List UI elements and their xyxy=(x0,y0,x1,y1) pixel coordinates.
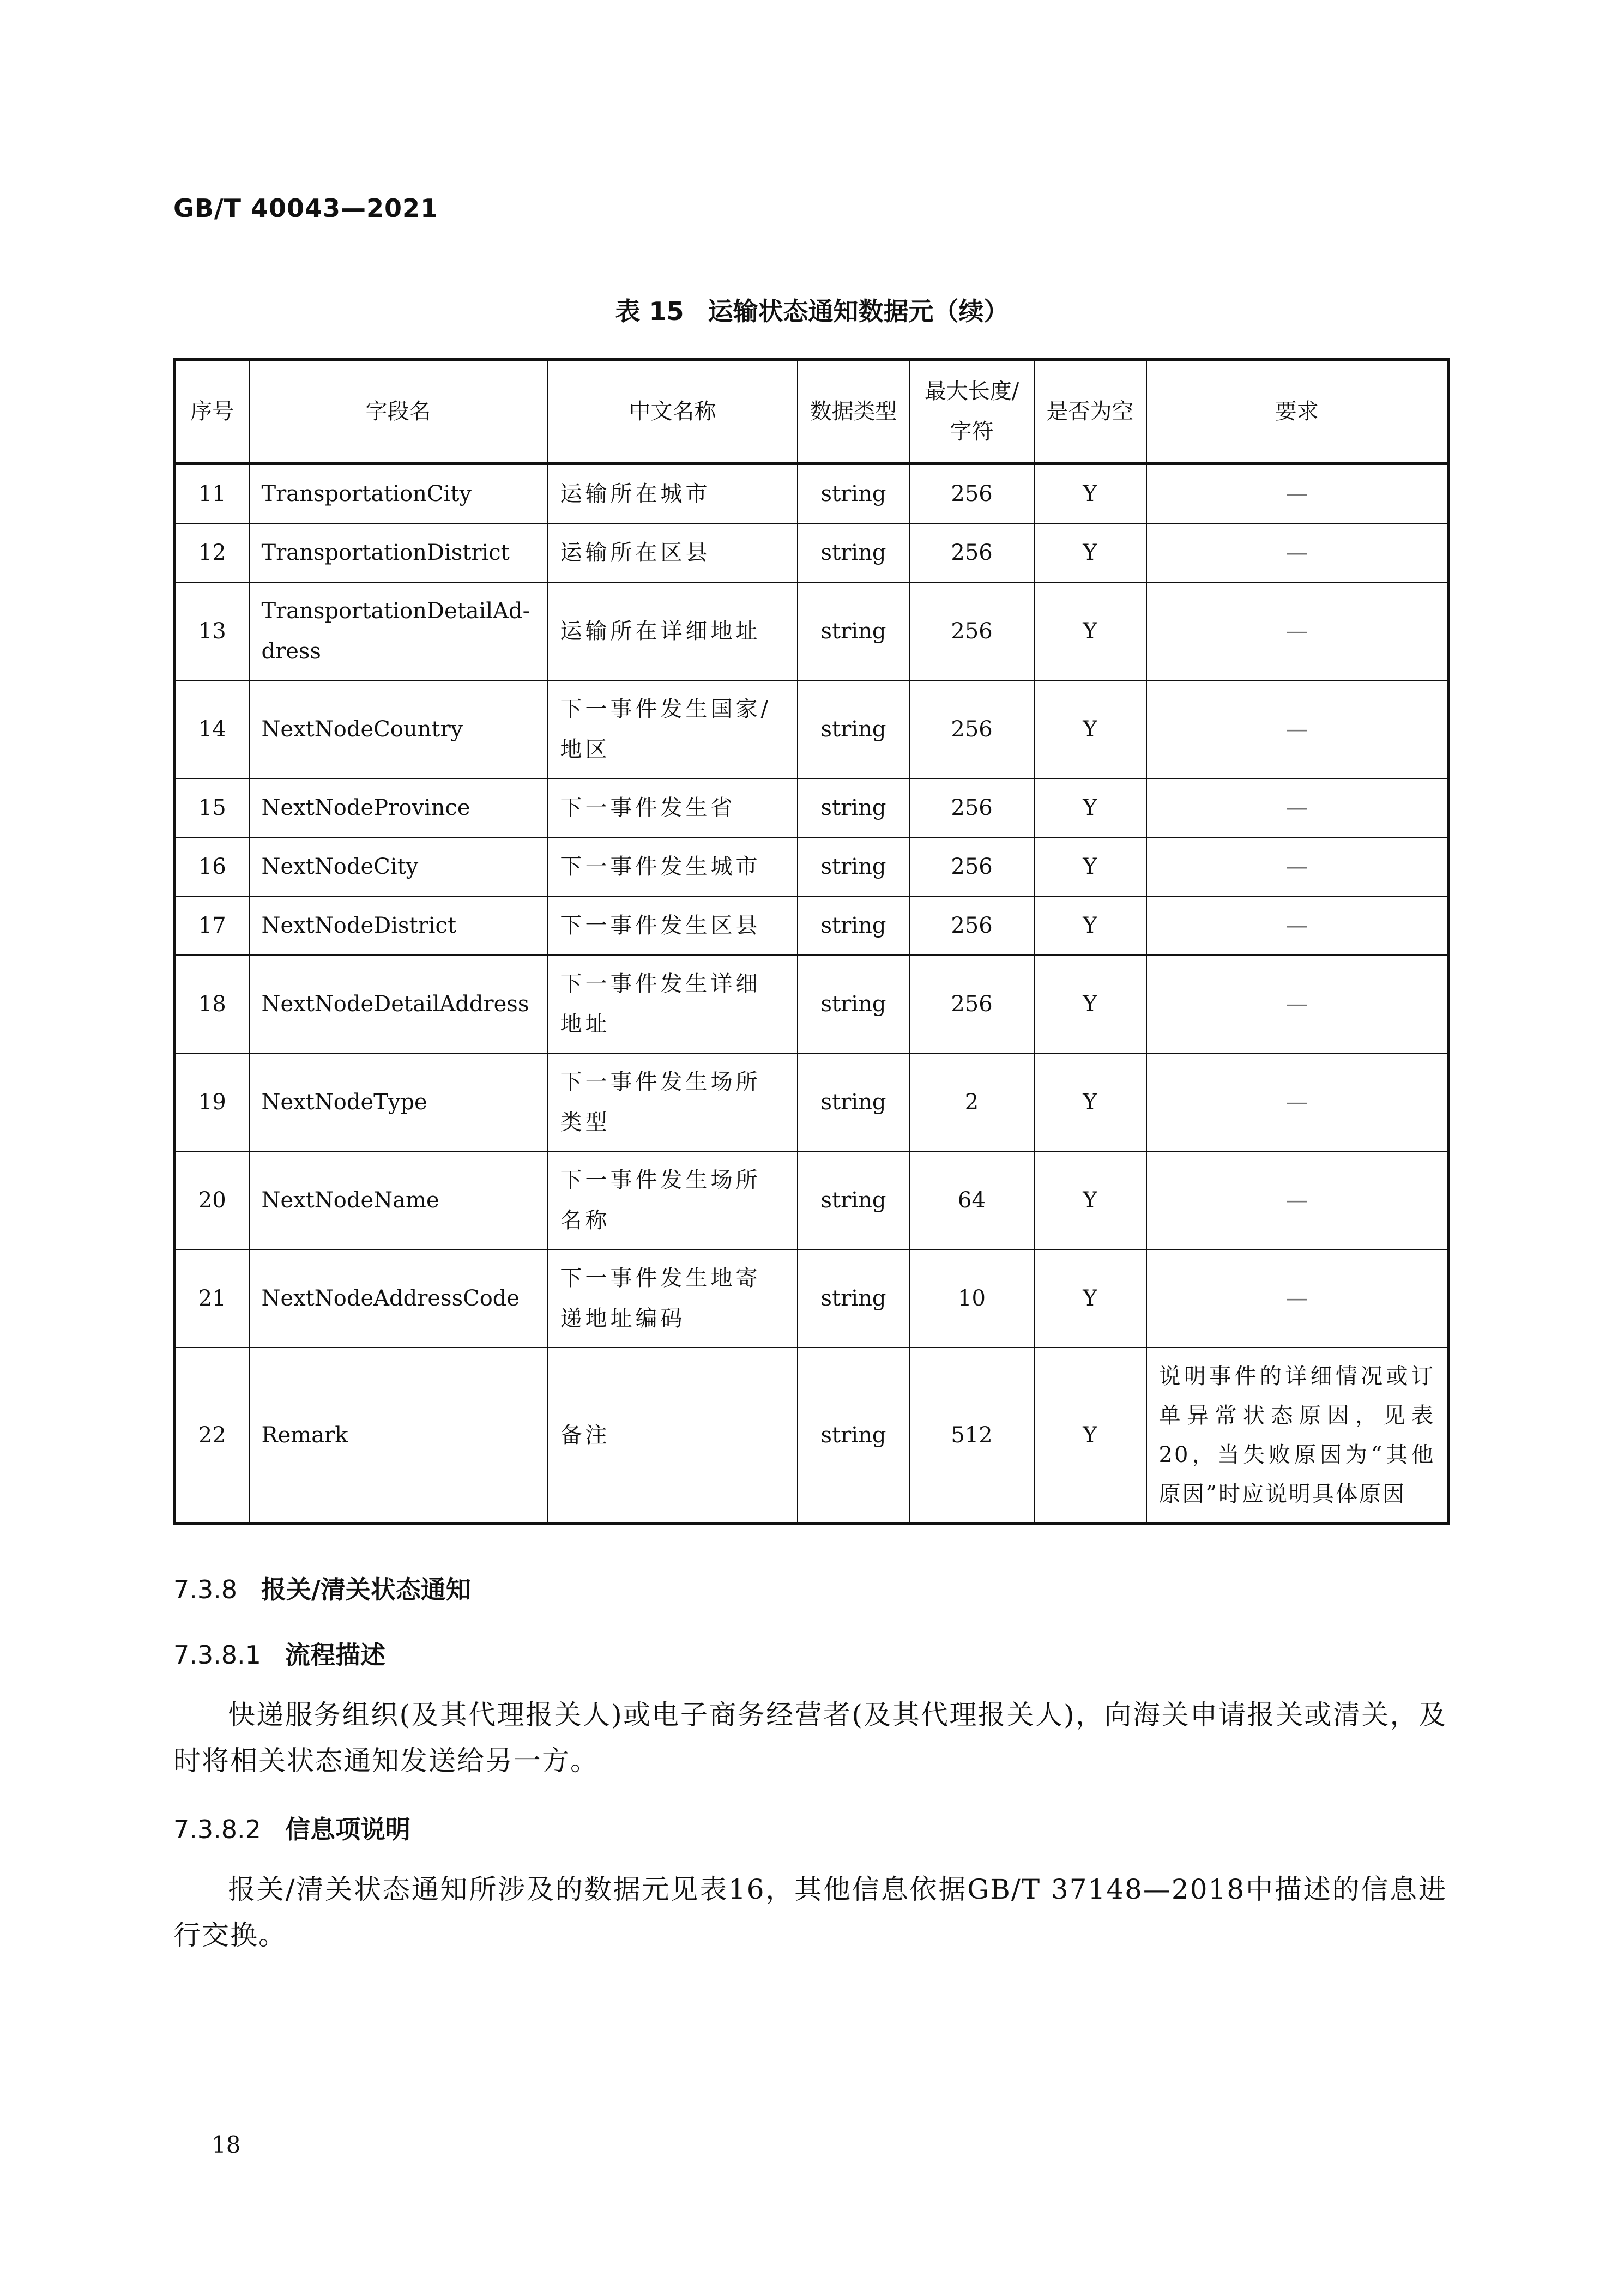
table-row xyxy=(175,523,1448,582)
cell-nullable: Y xyxy=(1034,582,1146,680)
cell-field: TransportationCity xyxy=(249,464,548,524)
section-number: 7.3.8.2 xyxy=(173,1815,261,1844)
table-row xyxy=(175,778,1448,837)
cell-field: NextNodeName xyxy=(249,1151,548,1249)
cell-field: NextNodeDistrict xyxy=(249,896,548,955)
cell-cname: 下一事件发生地寄递地址编码 xyxy=(548,1249,798,1348)
section-title: 报关/清关状态通知 xyxy=(261,1575,471,1604)
cell-nullable: Y xyxy=(1034,837,1146,896)
cell-no: 22 xyxy=(175,1348,249,1524)
column-header: 要求 xyxy=(1146,360,1448,464)
cell-cname: 下一事件发生详细地址 xyxy=(548,955,798,1053)
cell-requirement: — xyxy=(1146,1249,1448,1348)
cell-nullable: Y xyxy=(1034,778,1146,837)
cell-no: 13 xyxy=(175,582,249,680)
table-row xyxy=(175,955,1448,1053)
column-header: 是否为空 xyxy=(1034,360,1146,464)
cell-nullable: Y xyxy=(1034,1348,1146,1524)
cell-requirement: 说明事件的详细情况或订单异常状态原因，见表20，当失败原因为“其他原因”时应说明具体原因 xyxy=(1146,1348,1448,1524)
cell-type: string xyxy=(798,523,910,582)
table-row xyxy=(175,582,1448,680)
cell-length: 256 xyxy=(910,464,1034,524)
column-header: 最大长度/字符 xyxy=(910,360,1034,464)
column-header: 中文名称 xyxy=(548,360,798,464)
table-row xyxy=(175,1249,1448,1348)
cell-cname: 下一事件发生省 xyxy=(548,778,798,837)
cell-length: 64 xyxy=(910,1151,1034,1249)
table-row xyxy=(175,837,1448,896)
cell-cname: 下一事件发生城市 xyxy=(548,837,798,896)
cell-length: 256 xyxy=(910,955,1034,1053)
cell-type: string xyxy=(798,680,910,778)
cell-no: 15 xyxy=(175,778,249,837)
cell-no: 11 xyxy=(175,464,249,524)
cell-requirement: — xyxy=(1146,464,1448,524)
table-row xyxy=(175,1151,1448,1249)
cell-nullable: Y xyxy=(1034,1053,1146,1151)
section-title: 流程描述 xyxy=(285,1640,385,1670)
cell-requirement: — xyxy=(1146,1151,1448,1249)
cell-field: NextNodeCity xyxy=(249,837,548,896)
cell-requirement: — xyxy=(1146,582,1448,680)
table-row xyxy=(175,896,1448,955)
cell-type: string xyxy=(798,1151,910,1249)
table-row xyxy=(175,464,1448,524)
cell-requirement: — xyxy=(1146,955,1448,1053)
column-header: 字段名 xyxy=(249,360,548,464)
cell-nullable: Y xyxy=(1034,523,1146,582)
cell-requirement: — xyxy=(1146,523,1448,582)
cell-field: NextNodeProvince xyxy=(249,778,548,837)
cell-type: string xyxy=(798,778,910,837)
cell-length: 256 xyxy=(910,680,1034,778)
cell-cname: 下一事件发生区县 xyxy=(548,896,798,955)
section-7-3-8-1-heading xyxy=(173,1635,385,1671)
table-number: 表 15 xyxy=(615,297,684,326)
cell-field: NextNodeAddressCode xyxy=(249,1249,548,1348)
cell-length: 2 xyxy=(910,1053,1034,1151)
cell-field: TransportationDetailAd-dress xyxy=(249,582,548,680)
section-7-3-8-2-heading xyxy=(173,1810,410,1846)
table-caption: 运输状态通知数据元（续） xyxy=(708,297,1009,326)
cell-type: string xyxy=(798,1348,910,1524)
page-number: 18 xyxy=(212,2131,241,2158)
cell-field: NextNodeType xyxy=(249,1053,548,1151)
column-header: 数据类型 xyxy=(798,360,910,464)
cell-nullable: Y xyxy=(1034,464,1146,524)
table-row xyxy=(175,1053,1448,1151)
cell-no: 12 xyxy=(175,523,249,582)
cell-field: NextNodeDetailAddress xyxy=(249,955,548,1053)
cell-cname: 运输所在城市 xyxy=(548,464,798,524)
cell-type: string xyxy=(798,896,910,955)
cell-cname: 运输所在区县 xyxy=(548,523,798,582)
table-title xyxy=(0,292,1624,328)
cell-no: 14 xyxy=(175,680,249,778)
cell-nullable: Y xyxy=(1034,1151,1146,1249)
cell-length: 256 xyxy=(910,778,1034,837)
cell-nullable: Y xyxy=(1034,896,1146,955)
cell-requirement: — xyxy=(1146,896,1448,955)
section-7-3-8-heading xyxy=(173,1570,471,1606)
cell-nullable: Y xyxy=(1034,680,1146,778)
section-number: 7.3.8 xyxy=(173,1575,238,1604)
table-row xyxy=(175,680,1448,778)
cell-requirement: — xyxy=(1146,778,1448,837)
cell-field: Remark xyxy=(249,1348,548,1524)
cell-requirement: — xyxy=(1146,680,1448,778)
cell-length: 256 xyxy=(910,837,1034,896)
section-title: 信息项说明 xyxy=(285,1815,410,1844)
cell-type: string xyxy=(798,837,910,896)
table-header-row xyxy=(175,360,1448,464)
cell-no: 21 xyxy=(175,1249,249,1348)
column-header: 序号 xyxy=(175,360,249,464)
data-element-table xyxy=(173,358,1450,1525)
cell-cname: 下一事件发生国家/地区 xyxy=(548,680,798,778)
cell-length: 256 xyxy=(910,582,1034,680)
cell-no: 17 xyxy=(175,896,249,955)
cell-no: 19 xyxy=(175,1053,249,1151)
cell-no: 18 xyxy=(175,955,249,1053)
cell-no: 16 xyxy=(175,837,249,896)
cell-cname: 下一事件发生场所类型 xyxy=(548,1053,798,1151)
cell-requirement: — xyxy=(1146,837,1448,896)
cell-type: string xyxy=(798,582,910,680)
cell-type: string xyxy=(798,1249,910,1348)
cell-cname: 备注 xyxy=(548,1348,798,1524)
cell-type: string xyxy=(798,1053,910,1151)
cell-length: 256 xyxy=(910,896,1034,955)
cell-length: 10 xyxy=(910,1249,1034,1348)
section-number: 7.3.8.1 xyxy=(173,1640,261,1670)
cell-field: NextNodeCountry xyxy=(249,680,548,778)
cell-nullable: Y xyxy=(1034,1249,1146,1348)
cell-cname: 下一事件发生场所名称 xyxy=(548,1151,798,1249)
document-code: GB/T 40043—2021 xyxy=(173,194,439,223)
table-row xyxy=(175,1348,1448,1524)
cell-type: string xyxy=(798,955,910,1053)
cell-length: 512 xyxy=(910,1348,1034,1524)
cell-requirement: — xyxy=(1146,1053,1448,1151)
cell-no: 20 xyxy=(175,1151,249,1249)
cell-field: TransportationDistrict xyxy=(249,523,548,582)
cell-type: string xyxy=(798,464,910,524)
section-7-3-8-1-paragraph: 快递服务组织(及其代理报关人)或电子商务经营者(及其代理报关人)，向海关申请报关或清关，及时将相关状态通知发送给另一方。 xyxy=(173,1699,1447,1777)
cell-cname: 运输所在详细地址 xyxy=(548,582,798,680)
cell-nullable: Y xyxy=(1034,955,1146,1053)
section-7-3-8-2-paragraph: 报关/清关状态通知所涉及的数据元见表16，其他信息依据GB/T 37148—2018中描述的信息进行交换。 xyxy=(173,1874,1447,1951)
cell-length: 256 xyxy=(910,523,1034,582)
